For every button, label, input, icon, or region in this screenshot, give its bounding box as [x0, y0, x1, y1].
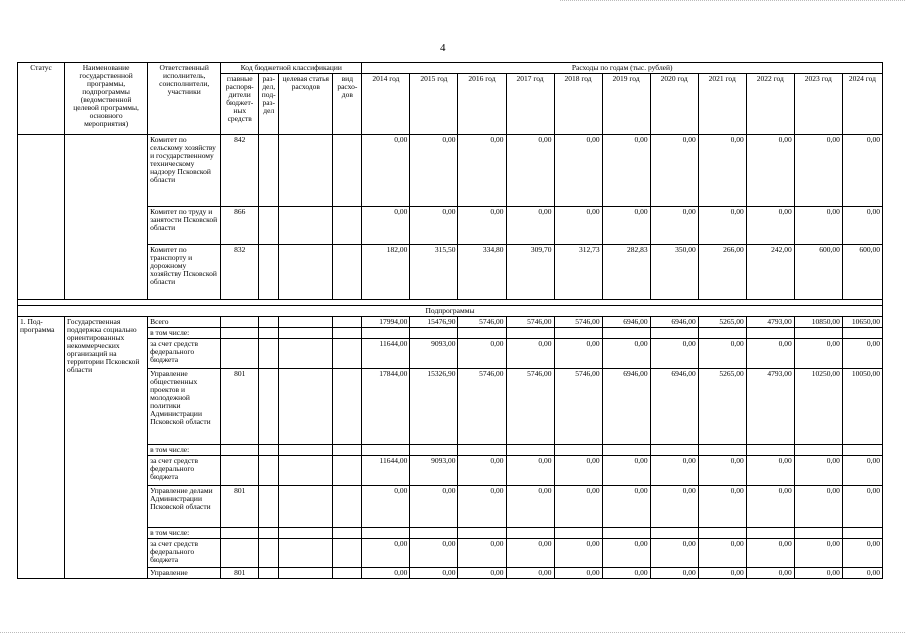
value-cell: 309,70: [506, 245, 554, 300]
bcc-cell: [279, 328, 333, 339]
value-cell: 0,00: [698, 456, 746, 486]
bcc-cell: [279, 135, 333, 207]
bcc-cell: [259, 245, 279, 300]
value-cell: [458, 328, 506, 339]
scan-artifact-top: [560, 0, 905, 3]
code-cell: 801: [221, 568, 259, 579]
value-cell: 6946,00: [650, 369, 698, 445]
value-cell: 0,00: [602, 339, 650, 369]
table-row: [18, 568, 883, 579]
table-row: [18, 539, 883, 568]
value-cell: 0,00: [650, 207, 698, 245]
bcc-cell: [259, 369, 279, 445]
status-cell-empty: [18, 135, 65, 300]
value-cell: 0,00: [746, 207, 794, 245]
value-cell: [842, 528, 882, 539]
header-bcc-section: раз-дел, под-раз-дел: [259, 74, 279, 135]
bcc-cell: [259, 568, 279, 579]
org-cell: за счет средств федерального бюджета: [148, 539, 221, 568]
value-cell: 0,00: [458, 339, 506, 369]
value-cell: 0,00: [362, 135, 410, 207]
value-cell: 17844,00: [362, 369, 410, 445]
bcc-cell: [333, 317, 362, 328]
value-cell: 4793,00: [746, 369, 794, 445]
value-cell: 0,00: [746, 135, 794, 207]
value-cell: 0,00: [650, 539, 698, 568]
value-cell: 0,00: [602, 207, 650, 245]
bcc-cell: [333, 528, 362, 539]
bcc-cell: [279, 339, 333, 369]
header-year: 2017 год: [506, 74, 554, 135]
value-cell: 5746,00: [458, 317, 506, 328]
value-cell: 0,00: [650, 339, 698, 369]
value-cell: 0,00: [746, 539, 794, 568]
code-cell: [221, 528, 259, 539]
value-cell: 0,00: [602, 539, 650, 568]
value-cell: 10850,00: [794, 317, 842, 328]
header-year: 2022 год: [746, 74, 794, 135]
bcc-cell: [333, 568, 362, 579]
table-row: [18, 445, 883, 456]
code-cell: 801: [221, 486, 259, 528]
header-year: 2014 год: [362, 74, 410, 135]
value-cell: [794, 445, 842, 456]
value-cell: 0,00: [842, 207, 882, 245]
bcc-cell: [333, 369, 362, 445]
org-cell: в том числе:: [148, 328, 221, 339]
value-cell: [602, 445, 650, 456]
value-cell: 0,00: [794, 207, 842, 245]
value-cell: [746, 528, 794, 539]
value-cell: 0,00: [458, 568, 506, 579]
org-cell: в том числе:: [148, 445, 221, 456]
value-cell: 0,00: [746, 456, 794, 486]
value-cell: 0,00: [458, 486, 506, 528]
value-cell: 312,73: [554, 245, 602, 300]
value-cell: [842, 445, 882, 456]
value-cell: 0,00: [362, 486, 410, 528]
value-cell: 10050,00: [842, 369, 882, 445]
value-cell: 0,00: [746, 339, 794, 369]
value-cell: 0,00: [554, 456, 602, 486]
value-cell: [794, 528, 842, 539]
code-cell: [221, 339, 259, 369]
bcc-cell: [259, 317, 279, 328]
bcc-cell: [259, 328, 279, 339]
org-cell: за счет средств федерального бюджета: [148, 456, 221, 486]
value-cell: 0,00: [410, 539, 458, 568]
table-row: [18, 486, 883, 528]
table-row: [18, 328, 883, 339]
bcc-cell: [279, 456, 333, 486]
table-row: [18, 456, 883, 486]
value-cell: [458, 528, 506, 539]
bcc-cell: [279, 369, 333, 445]
value-cell: 334,80: [458, 245, 506, 300]
org-cell: Управление делами Администрации Псковской области: [148, 486, 221, 528]
bcc-cell: [333, 456, 362, 486]
value-cell: 0,00: [554, 135, 602, 207]
value-cell: 4793,00: [746, 317, 794, 328]
bcc-cell: [333, 245, 362, 300]
bcc-cell: [259, 339, 279, 369]
header-expenses: Расходы по годам (тыс. рублей): [362, 63, 883, 74]
value-cell: 0,00: [650, 135, 698, 207]
bcc-cell: [333, 328, 362, 339]
table-row: [18, 245, 883, 300]
section-label: Подпрограммы: [18, 306, 883, 317]
value-cell: [362, 445, 410, 456]
scan-artifact-bottom: [0, 632, 905, 635]
value-cell: 6946,00: [602, 317, 650, 328]
value-cell: 11644,00: [362, 339, 410, 369]
header-bcc-type: вид расхо-дов: [333, 74, 362, 135]
value-cell: 6946,00: [602, 369, 650, 445]
bcc-cell: [279, 317, 333, 328]
org-cell: Комитет по сельскому хозяйству и государственному техническому надзору Псковской области: [148, 135, 221, 207]
table-row: [18, 317, 883, 328]
bcc-cell: [259, 456, 279, 486]
org-cell: Комитет по труду и занятости Псковской области: [148, 207, 221, 245]
value-cell: [362, 328, 410, 339]
section-row: [18, 306, 883, 317]
value-cell: 600,00: [794, 245, 842, 300]
bcc-cell: [279, 445, 333, 456]
value-cell: [362, 528, 410, 539]
value-cell: 0,00: [698, 539, 746, 568]
value-cell: 600,00: [842, 245, 882, 300]
value-cell: 0,00: [698, 568, 746, 579]
org-cell: Комитет по транспорту и дорожному хозяйству Псковской области: [148, 245, 221, 300]
table-row: [18, 339, 883, 369]
value-cell: 15326,90: [410, 369, 458, 445]
value-cell: 0,00: [602, 456, 650, 486]
bcc-cell: [279, 207, 333, 245]
name-cell-empty: [65, 135, 148, 300]
value-cell: 0,00: [794, 339, 842, 369]
code-cell: [221, 317, 259, 328]
bcc-cell: [333, 486, 362, 528]
code-cell: [221, 539, 259, 568]
header-year: 2016 год: [458, 74, 506, 135]
value-cell: 0,00: [554, 539, 602, 568]
code-cell: [221, 445, 259, 456]
value-cell: 6946,00: [650, 317, 698, 328]
value-cell: 0,00: [842, 568, 882, 579]
header-year: 2024 год: [842, 74, 882, 135]
value-cell: [554, 445, 602, 456]
value-cell: 0,00: [458, 456, 506, 486]
value-cell: 0,00: [506, 568, 554, 579]
value-cell: 0,00: [554, 486, 602, 528]
value-cell: 0,00: [794, 456, 842, 486]
value-cell: 0,00: [842, 339, 882, 369]
value-cell: 0,00: [554, 339, 602, 369]
value-cell: 17994,00: [362, 317, 410, 328]
value-cell: [410, 328, 458, 339]
value-cell: 5746,00: [554, 317, 602, 328]
subprogram-name: Государственная поддержка социально ориентированных некоммерческих организаций на территории Псковской области: [65, 317, 148, 579]
value-cell: 0,00: [746, 568, 794, 579]
value-cell: 242,00: [746, 245, 794, 300]
value-cell: 0,00: [650, 486, 698, 528]
code-cell: 801: [221, 369, 259, 445]
value-cell: 0,00: [698, 486, 746, 528]
header-status: Статус: [18, 63, 65, 135]
header-year: 2018 год: [554, 74, 602, 135]
value-cell: [602, 528, 650, 539]
bcc-cell: [259, 486, 279, 528]
bcc-cell: [279, 528, 333, 539]
value-cell: 350,00: [650, 245, 698, 300]
value-cell: 0,00: [698, 207, 746, 245]
header-year: 2021 год: [698, 74, 746, 135]
value-cell: 0,00: [698, 135, 746, 207]
code-cell: 842: [221, 135, 259, 207]
value-cell: 0,00: [506, 539, 554, 568]
value-cell: [746, 445, 794, 456]
value-cell: 0,00: [842, 539, 882, 568]
org-cell: Всего: [148, 317, 221, 328]
table-row: [18, 528, 883, 539]
header-responsible: Ответственный исполнитель, соисполнители, участники: [148, 63, 221, 135]
value-cell: 0,00: [650, 568, 698, 579]
value-cell: 0,00: [506, 207, 554, 245]
value-cell: [698, 528, 746, 539]
bcc-cell: [333, 135, 362, 207]
value-cell: 315,50: [410, 245, 458, 300]
bcc-cell: [279, 568, 333, 579]
bcc-cell: [259, 528, 279, 539]
org-cell: в том числе:: [148, 528, 221, 539]
header-year: 2015 год: [410, 74, 458, 135]
value-cell: [650, 328, 698, 339]
value-cell: 182,00: [362, 245, 410, 300]
value-cell: 0,00: [458, 207, 506, 245]
value-cell: 266,00: [698, 245, 746, 300]
value-cell: [842, 328, 882, 339]
value-cell: 0,00: [410, 207, 458, 245]
value-cell: 0,00: [698, 339, 746, 369]
value-cell: [554, 528, 602, 539]
table-row: [18, 369, 883, 445]
value-cell: 15476,90: [410, 317, 458, 328]
value-cell: [410, 445, 458, 456]
bcc-cell: [279, 245, 333, 300]
header-year: 2023 год: [794, 74, 842, 135]
value-cell: 5746,00: [506, 317, 554, 328]
value-cell: 11644,00: [362, 456, 410, 486]
value-cell: 10650,00: [842, 317, 882, 328]
value-cell: 0,00: [410, 568, 458, 579]
value-cell: [602, 328, 650, 339]
value-cell: 0,00: [842, 486, 882, 528]
value-cell: 5265,00: [698, 317, 746, 328]
code-cell: 832: [221, 245, 259, 300]
value-cell: 0,00: [602, 568, 650, 579]
value-cell: [650, 528, 698, 539]
value-cell: 0,00: [746, 486, 794, 528]
value-cell: [506, 328, 554, 339]
page-number: 4: [440, 42, 446, 54]
bcc-cell: [333, 207, 362, 245]
code-cell: 866: [221, 207, 259, 245]
bcc-cell: [259, 539, 279, 568]
value-cell: 0,00: [650, 456, 698, 486]
value-cell: 0,00: [458, 539, 506, 568]
value-cell: 0,00: [794, 135, 842, 207]
header-bcc-target: целевая статья расходов: [279, 74, 333, 135]
bcc-cell: [259, 445, 279, 456]
value-cell: 5746,00: [554, 369, 602, 445]
bcc-cell: [259, 135, 279, 207]
header-year: 2019 год: [602, 74, 650, 135]
org-cell: Управление: [148, 568, 221, 579]
bcc-cell: [333, 339, 362, 369]
value-cell: 5265,00: [698, 369, 746, 445]
value-cell: [746, 328, 794, 339]
value-cell: 0,00: [410, 486, 458, 528]
value-cell: 0,00: [506, 486, 554, 528]
value-cell: 0,00: [554, 568, 602, 579]
value-cell: 0,00: [362, 207, 410, 245]
value-cell: 0,00: [842, 135, 882, 207]
org-cell: за счет средств федерального бюджета: [148, 339, 221, 369]
code-cell: [221, 456, 259, 486]
value-cell: 9093,00: [410, 456, 458, 486]
value-cell: 0,00: [362, 539, 410, 568]
value-cell: 0,00: [458, 135, 506, 207]
bcc-cell: [333, 539, 362, 568]
table-row: [18, 135, 883, 207]
value-cell: [458, 445, 506, 456]
value-cell: 0,00: [794, 539, 842, 568]
code-cell: [221, 328, 259, 339]
value-cell: [554, 328, 602, 339]
value-cell: 0,00: [794, 568, 842, 579]
value-cell: [506, 528, 554, 539]
value-cell: 0,00: [506, 339, 554, 369]
header-bcc-main: главные распоря-дители бюджет-ных средств: [221, 74, 259, 135]
value-cell: [650, 445, 698, 456]
bcc-cell: [333, 445, 362, 456]
header-bcc: Код бюджетной классификации: [221, 63, 362, 74]
value-cell: 9093,00: [410, 339, 458, 369]
table-row: [18, 207, 883, 245]
bcc-cell: [279, 486, 333, 528]
budget-table: [17, 62, 883, 579]
value-cell: 0,00: [602, 486, 650, 528]
bcc-cell: [279, 539, 333, 568]
value-cell: [506, 445, 554, 456]
value-cell: [698, 445, 746, 456]
value-cell: 0,00: [410, 135, 458, 207]
value-cell: [410, 528, 458, 539]
value-cell: 0,00: [602, 135, 650, 207]
header-year: 2020 год: [650, 74, 698, 135]
value-cell: 0,00: [362, 568, 410, 579]
subprogram-status: 1. Под-программа: [18, 317, 65, 579]
value-cell: 5746,00: [458, 369, 506, 445]
value-cell: 5746,00: [506, 369, 554, 445]
value-cell: 0,00: [554, 207, 602, 245]
value-cell: [794, 328, 842, 339]
org-cell: Управление общественных проектов и молодежной политики Администрации Псковской области: [148, 369, 221, 445]
value-cell: [698, 328, 746, 339]
value-cell: 0,00: [794, 486, 842, 528]
value-cell: 0,00: [506, 135, 554, 207]
header-name: Наименование государственной программы, подпрограммы (ведомственной целевой программы, основного мероприятия): [65, 63, 148, 135]
bcc-cell: [259, 207, 279, 245]
value-cell: 10250,00: [794, 369, 842, 445]
value-cell: 0,00: [842, 456, 882, 486]
value-cell: 282,83: [602, 245, 650, 300]
value-cell: 0,00: [506, 456, 554, 486]
